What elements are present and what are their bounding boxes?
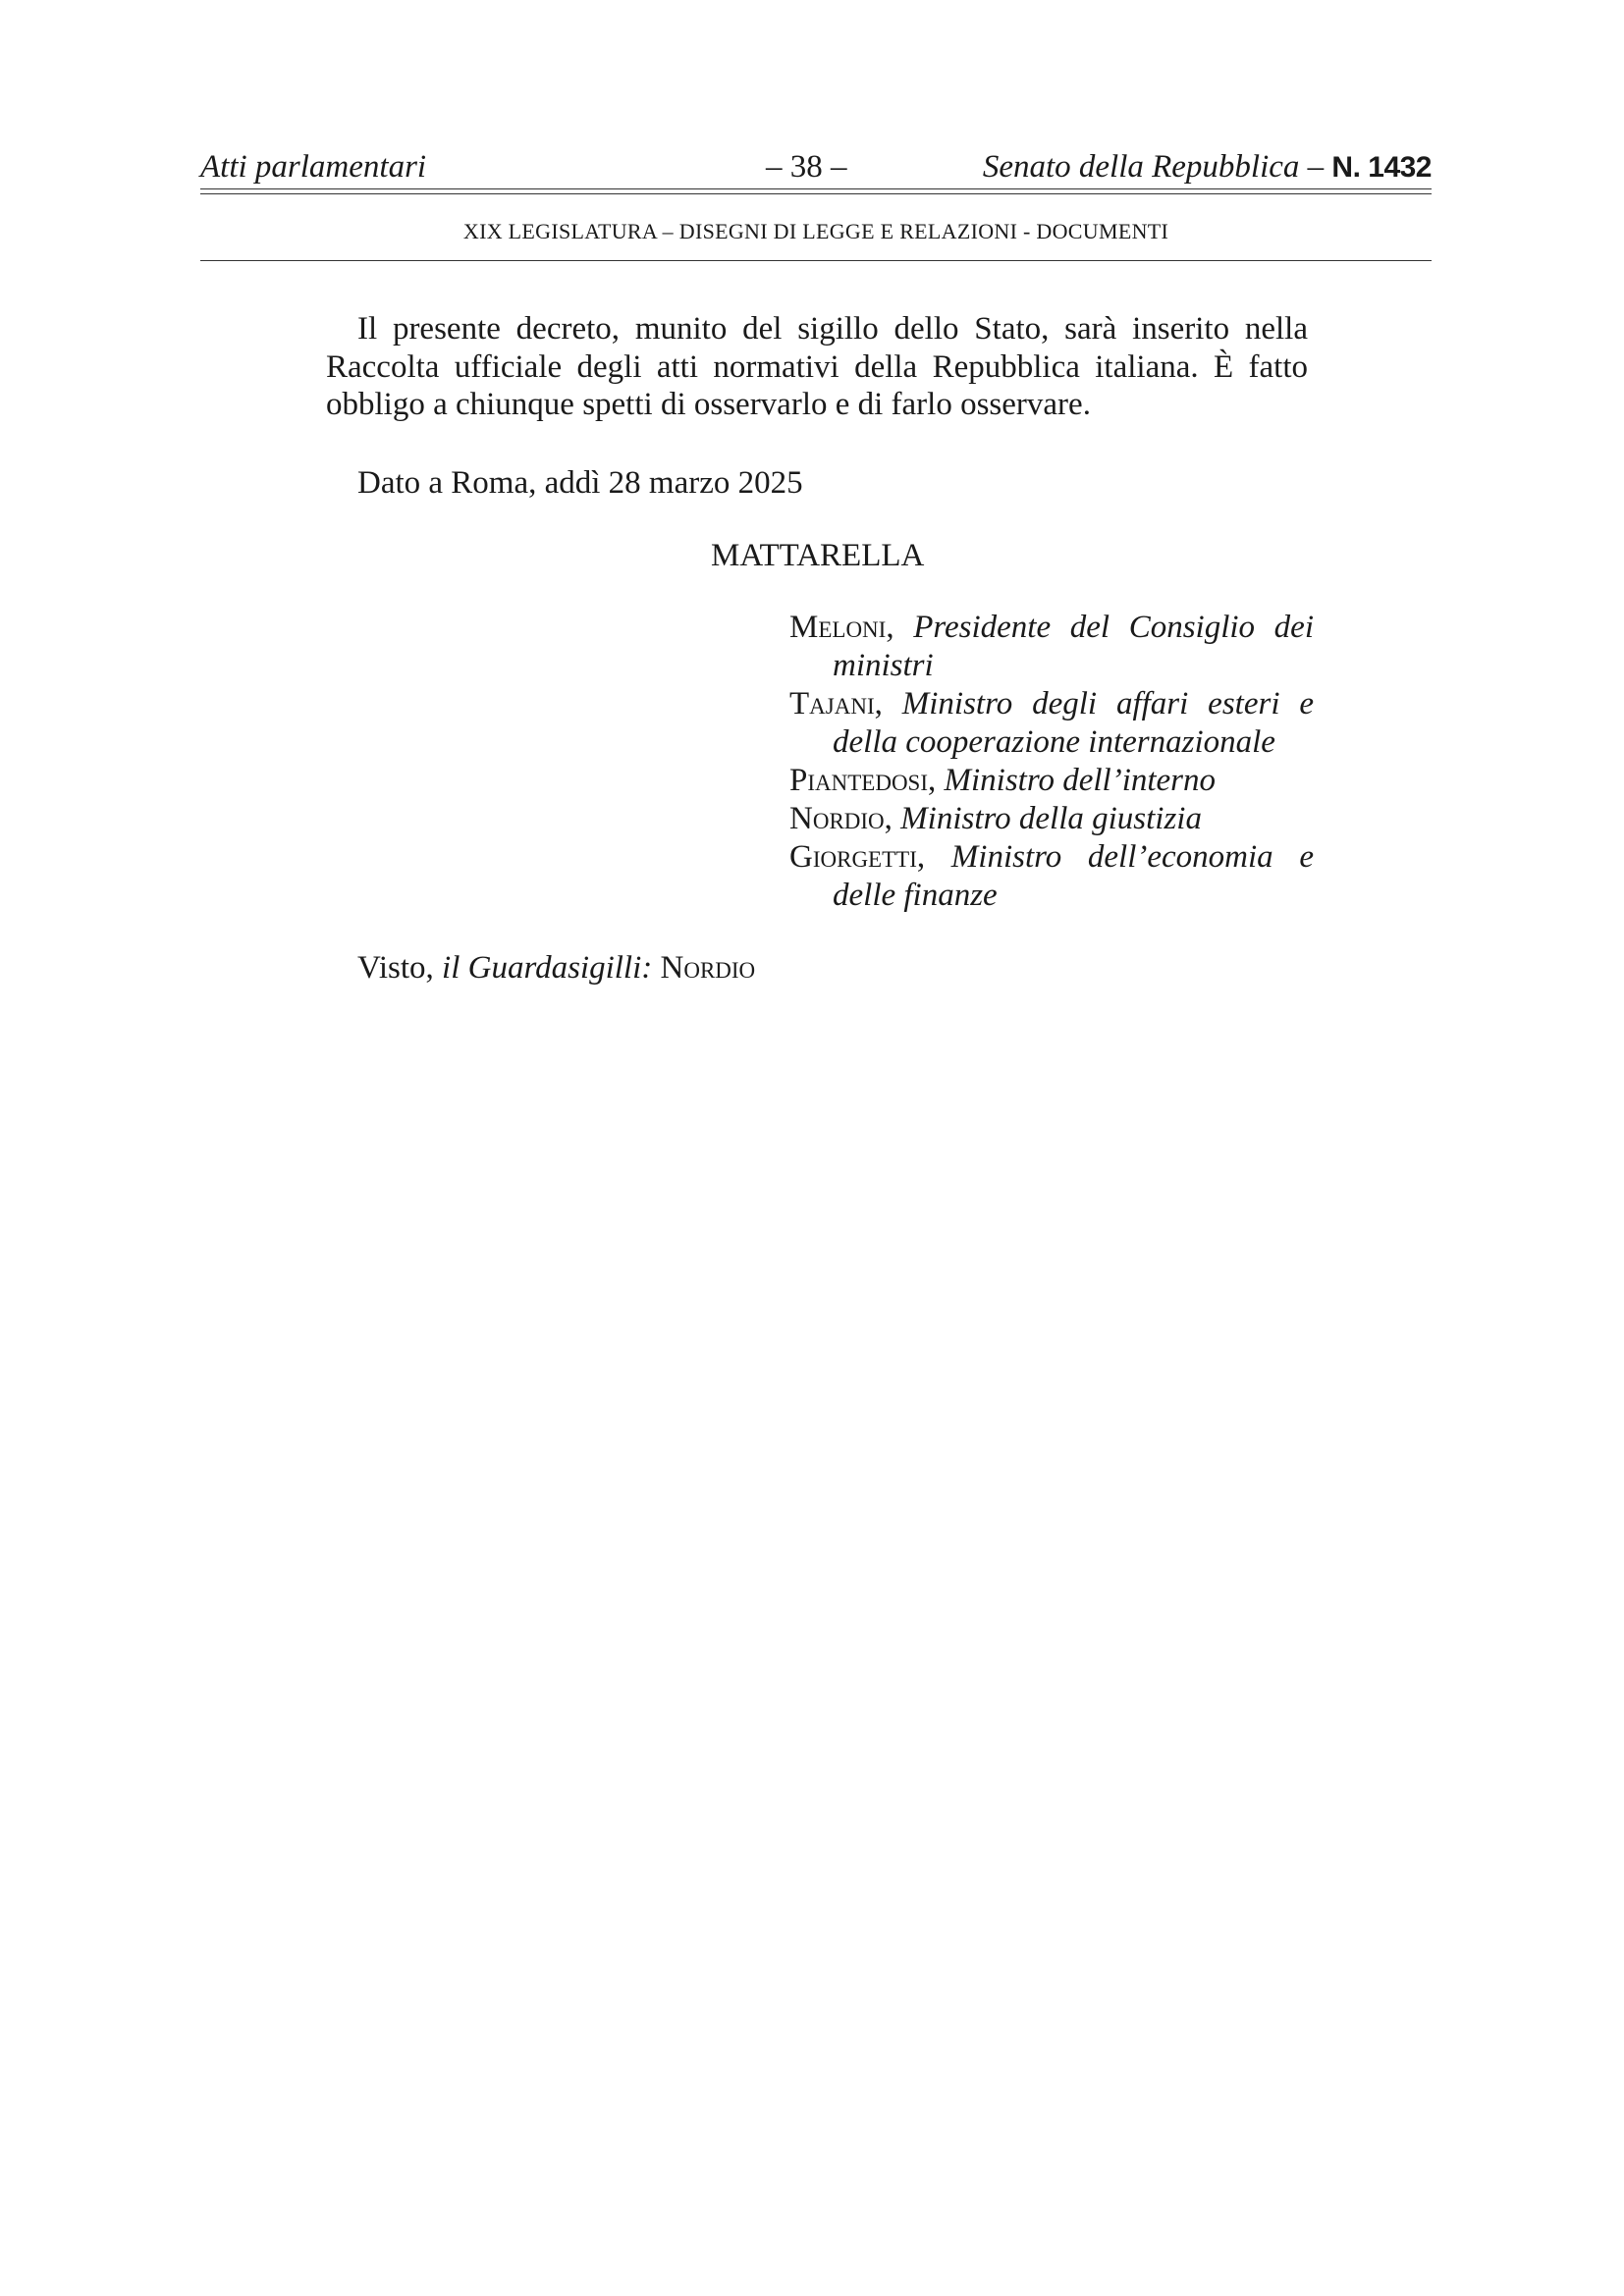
signatory-name: Meloni: [789, 610, 887, 645]
signatory-role: Ministro dell’economia e delle finanze: [833, 839, 1314, 913]
visto-prefix: Visto,: [357, 950, 434, 986]
header-rule: [200, 260, 1432, 261]
header-document-number: N. 1432: [1331, 151, 1432, 184]
header-senate: Senato della Repubblica: [982, 149, 1300, 185]
header-legislature: XIX LEGISLATURA – DISEGNI DI LEGGE E RELAZIONI - DOCUMENTI: [462, 219, 1169, 243]
signatory-name: Giorgetti: [789, 839, 917, 875]
header-publication: Atti parlamentari: [200, 149, 427, 185]
signatory: Tajani, Ministro degli affari esteri e della cooperazione internazionale: [789, 686, 1315, 760]
visto-title: il Guardasigilli:: [442, 950, 653, 986]
signatory-role: Ministro della giustizia: [900, 801, 1202, 836]
signatory-role: Presidente del Consiglio dei ministri: [833, 610, 1315, 683]
signatory: Piantedosi, Ministro dell’interno: [789, 763, 1217, 798]
signatories-list: [789, 609, 1314, 915]
signatory-name: Tajani: [789, 686, 875, 721]
header-double-rule: [200, 188, 1432, 194]
visto-name: Nordio: [660, 950, 756, 986]
page-header: [200, 147, 1432, 187]
header-senate-number: [983, 147, 1432, 187]
signatory-role: Ministro dell’interno: [944, 763, 1217, 798]
header-dash: –: [1307, 149, 1325, 185]
decree-closing-paragraph: Il presente decreto, munito del sigillo dello Stato, sarà inserito nella Raccolta ufficiale degli atti normativi della Repubblica italiana. È fatto obbligo a chiunque spetti di osservarlo e di farlo osservare.: [326, 311, 1308, 422]
header-page-number: – 38 –: [766, 149, 847, 185]
signatory-role: Ministro degli affari esteri e della cooperazione internazionale: [833, 686, 1315, 760]
signatory-name: Nordio: [789, 801, 885, 836]
signatory-name: Piantedosi: [789, 763, 929, 798]
signatory: Meloni, Presidente del Consiglio dei ministri: [789, 610, 1315, 683]
president-signature: MATTARELLA: [711, 538, 925, 573]
visto-guardasigilli: [357, 948, 755, 988]
signatory: Giorgetti, Ministro dell’economia e delle finanze: [789, 839, 1314, 913]
dateline: Dato a Roma, addì 28 marzo 2025: [357, 465, 803, 501]
signatory: Nordio, Ministro della giustizia: [789, 801, 1202, 836]
